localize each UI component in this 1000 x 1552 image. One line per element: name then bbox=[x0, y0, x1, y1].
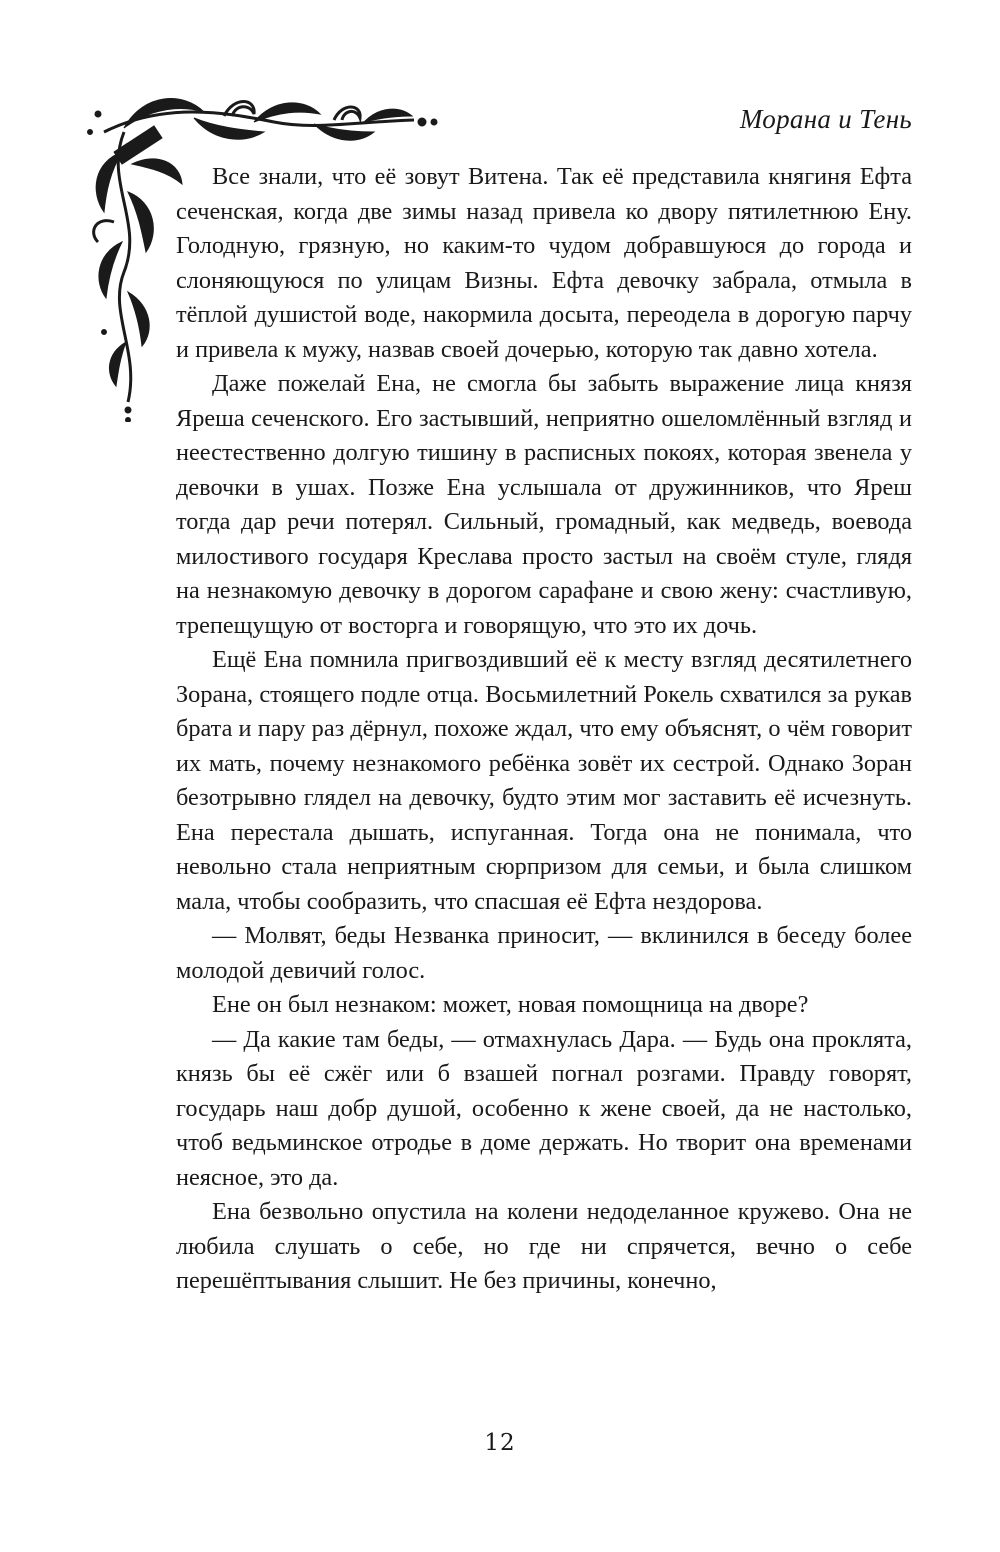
body-text bbox=[176, 160, 912, 1299]
paragraph: Ещё Ена помнила пригвоздивший её к месту взгляд десятилетнего Зорана, стоящего подле отца. Восьмилетний Рокель схватился за рукав брата и пару раз дёрнул, похоже ждал, что ему объяснят, о чём говорит их мать, почему незнакомого ребёнка зовёт их сестрой. Однако Зоран безотрывно глядел на девочку, будто этим мог заставить её исчезнуть. Ена перестала дышать, испуганная. Тогда она не понимала, что невольно стала неприятным сюрпризом для семьи, и была слишком мала, чтобы сообразить, что спасшая её Ефта нездорова. bbox=[176, 646, 912, 915]
page-number: 12 bbox=[484, 1430, 516, 1456]
paragraph: — Да какие там беды, — отмахнулась Дара. — Будь она проклята, князь бы её сжёг или б взашей погнал розгами. Правду говорят, государь наш добр душой, особенно к жене своей, да не настолько, чтоб ведьминское отродье в доме держать. Но творит она временами неясное, это да. bbox=[176, 1025, 912, 1191]
paragraph: — Молвят, беды Незванка приносит, — вклинился в беседу более молодой девичий голос. bbox=[176, 922, 912, 984]
paragraph: Все знали, что её зовут Витена. Так её представила княгиня Ефта сеченская, когда две зимы назад привела ко двору пятилетнюю Ену. Голодную, грязную, но каким-то чудом добравшуюся до города и слоняющуюся по улицам Визны. Ефта девочку забрала, отмыла в тёплой душистой воде, накормила досыта, переодела в дорогую парчу и привела к мужу, назвав своей дочерью, которую так давно хотела. bbox=[176, 163, 912, 363]
paragraph: Ена безвольно опустила на колени недоделанное кружево. Она не любила слушать о себе, но где ни спрячется, вечно о себе перешёптывания слышит. Не без причины, конечно, bbox=[176, 1198, 912, 1294]
paragraph: Даже пожелай Ена, не смогла бы забыть выражение лица князя Яреша сеченского. Его застывший, неприятно ошеломлённый взгляд и неестественно долгую тишину в расписных покоях, которая звенела у девочки в ушах. Позже Ена услышала от дружинников, что Яреш тогда дар речи потерял. Сильный, громадный, как медведь, воевода милостивого государя Креслава просто застыл на своём стуле, глядя на незнакомую девочку в дорогом сарафане и свою жену: счастливую, трепещущую от восторга и говорящую, что это их дочь. bbox=[176, 370, 912, 639]
running-header: Морана и Тень bbox=[739, 104, 912, 134]
paragraph: Ене он был незнаком: может, новая помощница на дворе? bbox=[212, 991, 809, 1018]
